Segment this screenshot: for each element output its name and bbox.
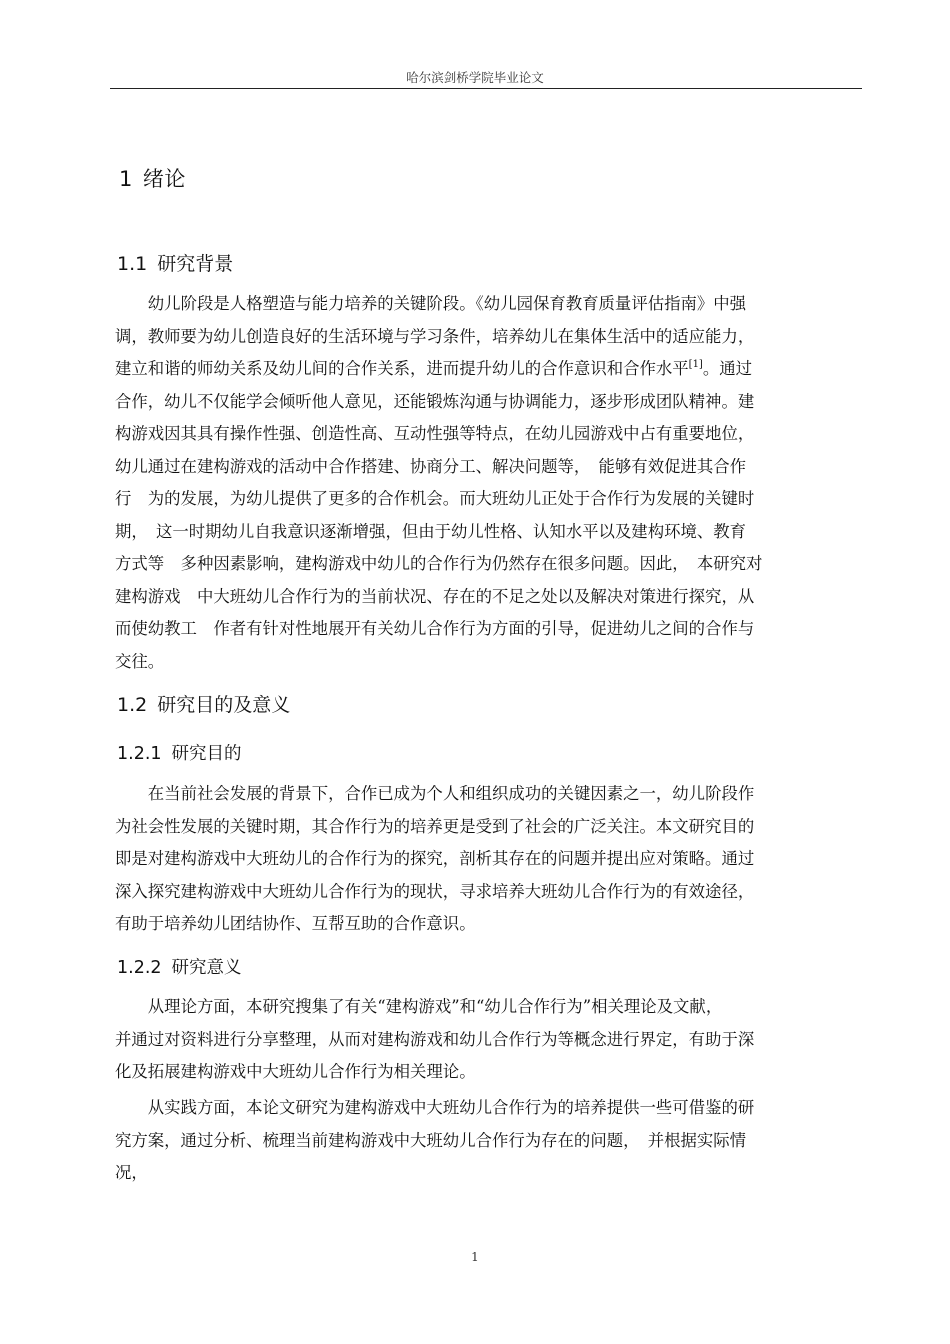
subsection-number: 1.2.2 xyxy=(117,958,162,978)
paragraph-line: 即是对建构游戏中大班幼儿的合作行为的探究，剖析其存在的问题并提出应对策略。通过 xyxy=(115,849,755,868)
background-paragraph xyxy=(115,288,861,678)
paragraph-line: 为社会性发展的关键时期，其合作行为的培养更是受到了社会的广泛关注。本文研究目的 xyxy=(115,816,755,836)
paragraph-line: 合作，幼儿不仅能学会倾听他人意见，还能锻炼沟通与协调能力，逐步形成团队精神。建 xyxy=(115,391,755,411)
paragraph-line: 构游戏因其具有操作性强、创造性高、互动性强等特点，在幼儿园游戏中占有重要地位， xyxy=(115,424,755,443)
chapter-number: 1 xyxy=(119,167,133,191)
significance-practice-paragraph xyxy=(115,1092,861,1190)
paragraph-line: 并通过对资料进行分享整理，从而对建构游戏和幼儿合作行为等概念进行界定，有助于深 xyxy=(115,1029,755,1049)
subsection-number: 1.2.1 xyxy=(117,744,162,764)
citation-ref: [1] xyxy=(688,359,703,370)
chapter-heading xyxy=(119,163,186,193)
page-number: 1 xyxy=(471,1250,479,1264)
paragraph-line: 究方案，通过分析、梳理当前建构游戏中大班幼儿合作行为存在的问题， 并根据实际情 xyxy=(115,1130,747,1150)
paragraph-line: 交往。 xyxy=(115,651,165,671)
section-heading-1-1 xyxy=(117,249,233,276)
subsection-title: 研究意义 xyxy=(171,958,242,978)
line-tail: 。通过 xyxy=(702,359,753,378)
section-number: 1.2 xyxy=(117,694,148,716)
paragraph-line: 调，教师要为幼儿创造良好的生活环境与学习条件，培养幼儿在集体生活中的适应能力， xyxy=(115,326,755,346)
paragraph-line: 从实践方面，本论文研究为建构游戏中大班幼儿合作行为的培养提供一些可借鉴的研 xyxy=(147,1098,755,1117)
subsection-heading-1-2-2 xyxy=(117,954,242,979)
paragraph-line: 而使幼教工 作者有针对性地展开有关幼儿合作行为方面的引导，促进幼儿之间的合作与 xyxy=(115,619,755,638)
header-divider xyxy=(110,88,862,89)
paragraph-line: 期， 这一时期幼儿自我意识逐渐增强，但由于幼儿性格、认知水平以及建构环境、教育 xyxy=(115,521,747,541)
subsection-heading-1-2-1 xyxy=(117,740,242,765)
paragraph-line-with-citation xyxy=(115,353,861,386)
subsection-title: 研究目的 xyxy=(171,744,242,764)
paragraph-line: 幼儿通过在建构游戏的活动中合作搭建、协商分工、解决问题等， 能够有效促进其合作 xyxy=(115,456,747,476)
chapter-title: 绪论 xyxy=(142,167,186,191)
paragraph-line: 在当前社会发展的背景下，合作已成为个人和组织成功的关键因素之一，幼儿阶段作 xyxy=(147,784,755,803)
section-heading-1-2 xyxy=(117,690,290,717)
paragraph-line: 方式等 多种因素影响，建构游戏中幼儿的合作行为仍然存在很多问题。因此， 本研究对 xyxy=(115,554,763,573)
paragraph-line: 幼儿阶段是人格塑造与能力培养的关键阶段。《幼儿园保育教育质量评估指南》中强 xyxy=(147,294,747,313)
section-number: 1.1 xyxy=(117,253,148,275)
purpose-paragraph xyxy=(115,778,861,941)
paragraph-line: 有助于培养幼儿团结协作、互帮互助的合作意识。 xyxy=(115,914,476,933)
paragraph-line: 况， xyxy=(115,1163,148,1182)
significance-theory-paragraph xyxy=(115,991,861,1089)
paragraph-line: 建构游戏 中大班幼儿合作行为的当前状况、存在的不足之处以及解决对策进行探究，从 xyxy=(115,586,755,606)
paragraph-line: 化及拓展建构游戏中大班幼儿合作行为相关理论。 xyxy=(115,1062,476,1081)
paragraph-line: 从理论方面，本研究搜集了有关“建构游戏”和“幼儿合作行为”相关理论及文献， xyxy=(147,997,723,1016)
paragraph-line: 行 为的发展，为幼儿提供了更多的合作机会。而大班幼儿正处于合作行为发展的关键时 xyxy=(115,489,755,508)
line-text: 建立和谐的师幼关系及幼儿间的合作关系，进而提升幼儿的合作意识和合作水平 xyxy=(115,359,689,378)
section-title: 研究背景 xyxy=(157,253,234,275)
paragraph-line: 深入探究建构游戏中大班幼儿合作行为的现状，寻求培养大班幼儿合作行为的有效途径， xyxy=(115,881,755,901)
running-header: 哈尔滨剑桥学院毕业论文 xyxy=(406,70,544,85)
section-title: 研究目的及意义 xyxy=(157,694,291,716)
